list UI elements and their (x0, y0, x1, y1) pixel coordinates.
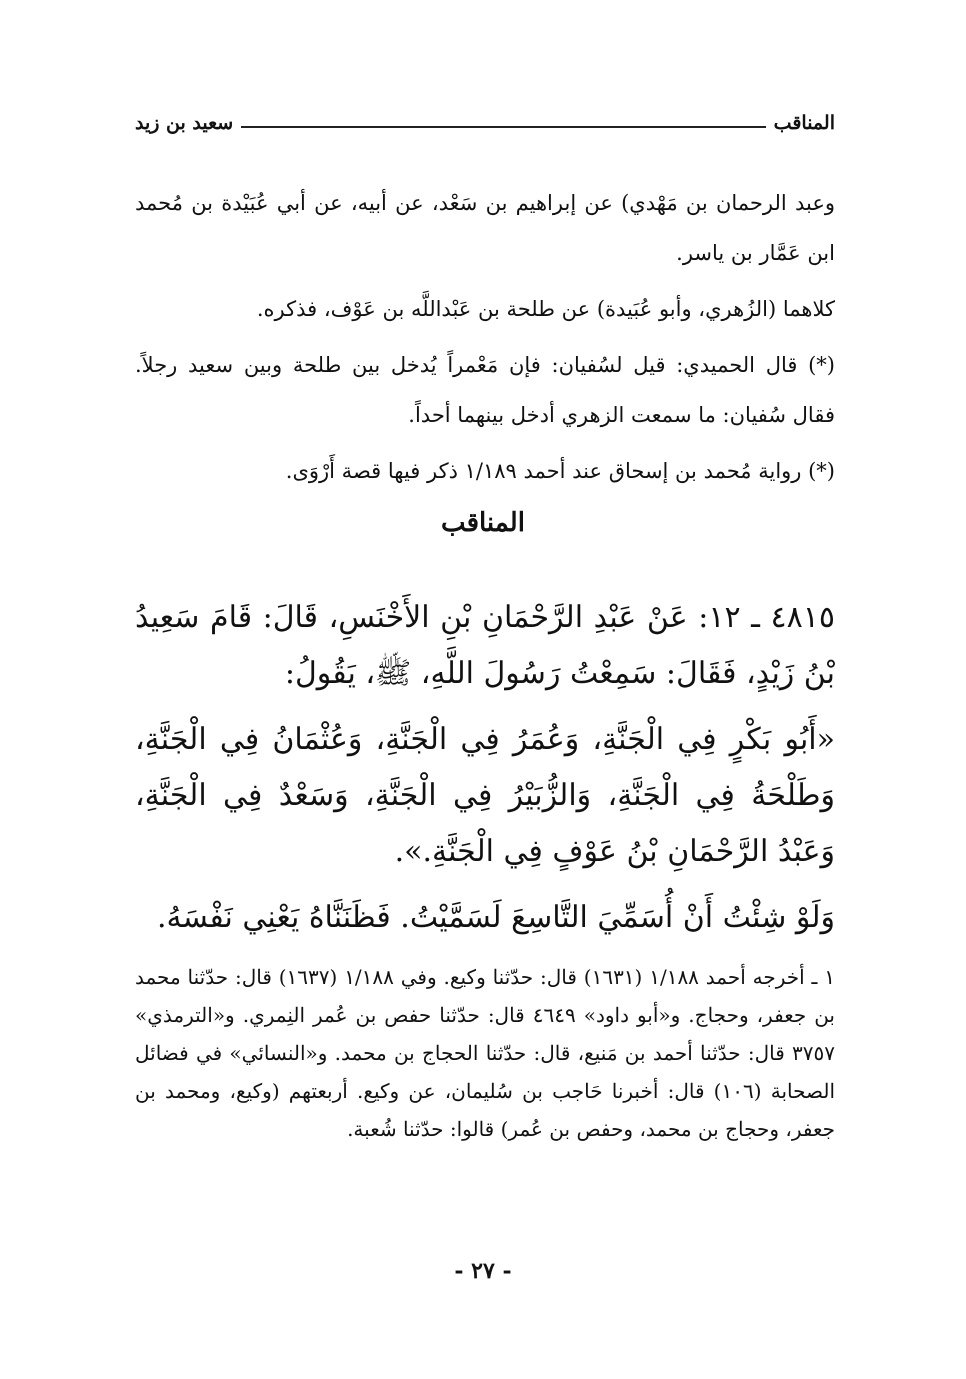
footnotes (135, 958, 835, 1148)
hadith-isnad: ٤٨١٥ ـ ١٢: عَنْ عَبْدِ الرَّحْمَانِ بْنِ الأَخْنَسِ، قَالَ: قَامَ سَعِيدُ بْنُ زَيْدٍ، فَقَالَ: سَمِعْتُ رَسُولَ اللَّهِ، ﷺ، يَقُولُ: (135, 600, 835, 691)
header-rule (241, 126, 765, 128)
running-header (135, 112, 835, 134)
hadith-matn: «أَبُو بَكْرٍ فِي الْجَنَّةِ، وَعُمَرُ فِي الْجَنَّةِ، وَعُثْمَانُ فِي الْجَنَّةِ، وَطَلْحَةُ فِي الْجَنَّةِ، وَالزُّبَيْرُ فِي الْجَنَّةِ، وَسَعْدٌ فِي الْجَنَّةِ، وَعَبْدُ الرَّحْمَانِ بْنُ عَوْفٍ فِي الْجَنَّةِ.». (135, 722, 835, 869)
hadith-conclusion: وَلَوْ شِئْتُ أَنْ أُسَمِّيَ التَّاسِعَ لَسَمَّيْتُ. فَظَنَنَّاهُ يَعْنِي نَفْسَهُ. (156, 900, 835, 935)
section-title: المناقب (441, 508, 525, 538)
intro-paragraph: وعبد الرحمان بن مَهْدي) عن إبراهيم بن سَعْد، عن أبيه، عن أبي عُبَيْدة بن مُحمد ابن عَمَّار بن ياسر. (135, 191, 835, 265)
header-chapter-title: سعيد بن زيد (135, 112, 234, 134)
intro-note: (*) رواية مُحمد بن إسحاق عند أحمد ١/١٨٩ ذكر فيها قصة أَرْوَى. (285, 459, 835, 483)
footnote-1: ١ ـ أخرجه أحمد ١/١٨٨ (١٦٣١) قال: حدّثنا وكيع. وفي ١/١٨٨ (١٦٣٧) قال: حدّثنا محمد بن جعفر، وحجاج. و«أبو داود» ٤٦٤٩ قال: حدّثنا حفص بن عُمر النِمري. و«الترمذي» ٣٧٥٧ قال: حدّثنا أحمد بن مَنيع، قال: حدّثنا الحجاج بن محمد. و«النسائي» في فضائل الصحابة (١٠٦) قال: أخبرنا حَاجب بن سُليمان، عن وكيع. أربعتهم (وكيع، ومحمد بن جعفر، وحجاج بن محمد، وحفص بن عُمر) قالوا: حدّثنا شُعبة. (135, 965, 836, 1141)
hadith-text (135, 590, 835, 956)
page-number: - ٢٧ - (454, 1258, 512, 1284)
intro-paragraph: كلاهما (الزُهري، وأبو عُبَيدة) عن طلحة بن عَبْداللَّه بن عَوْف، فذكره. (256, 297, 835, 321)
header-section-title: المناقب (773, 112, 835, 134)
intro-note: (*) قال الحميدي: قيل لسُفيان: فإن مَعْمراً يُدخل بين طلحة وبين سعيد رجلاً. فقال سُفيان: ما سمعت الزهري أدخل بينهما أحداً. (135, 353, 835, 427)
intro-text (135, 178, 835, 502)
